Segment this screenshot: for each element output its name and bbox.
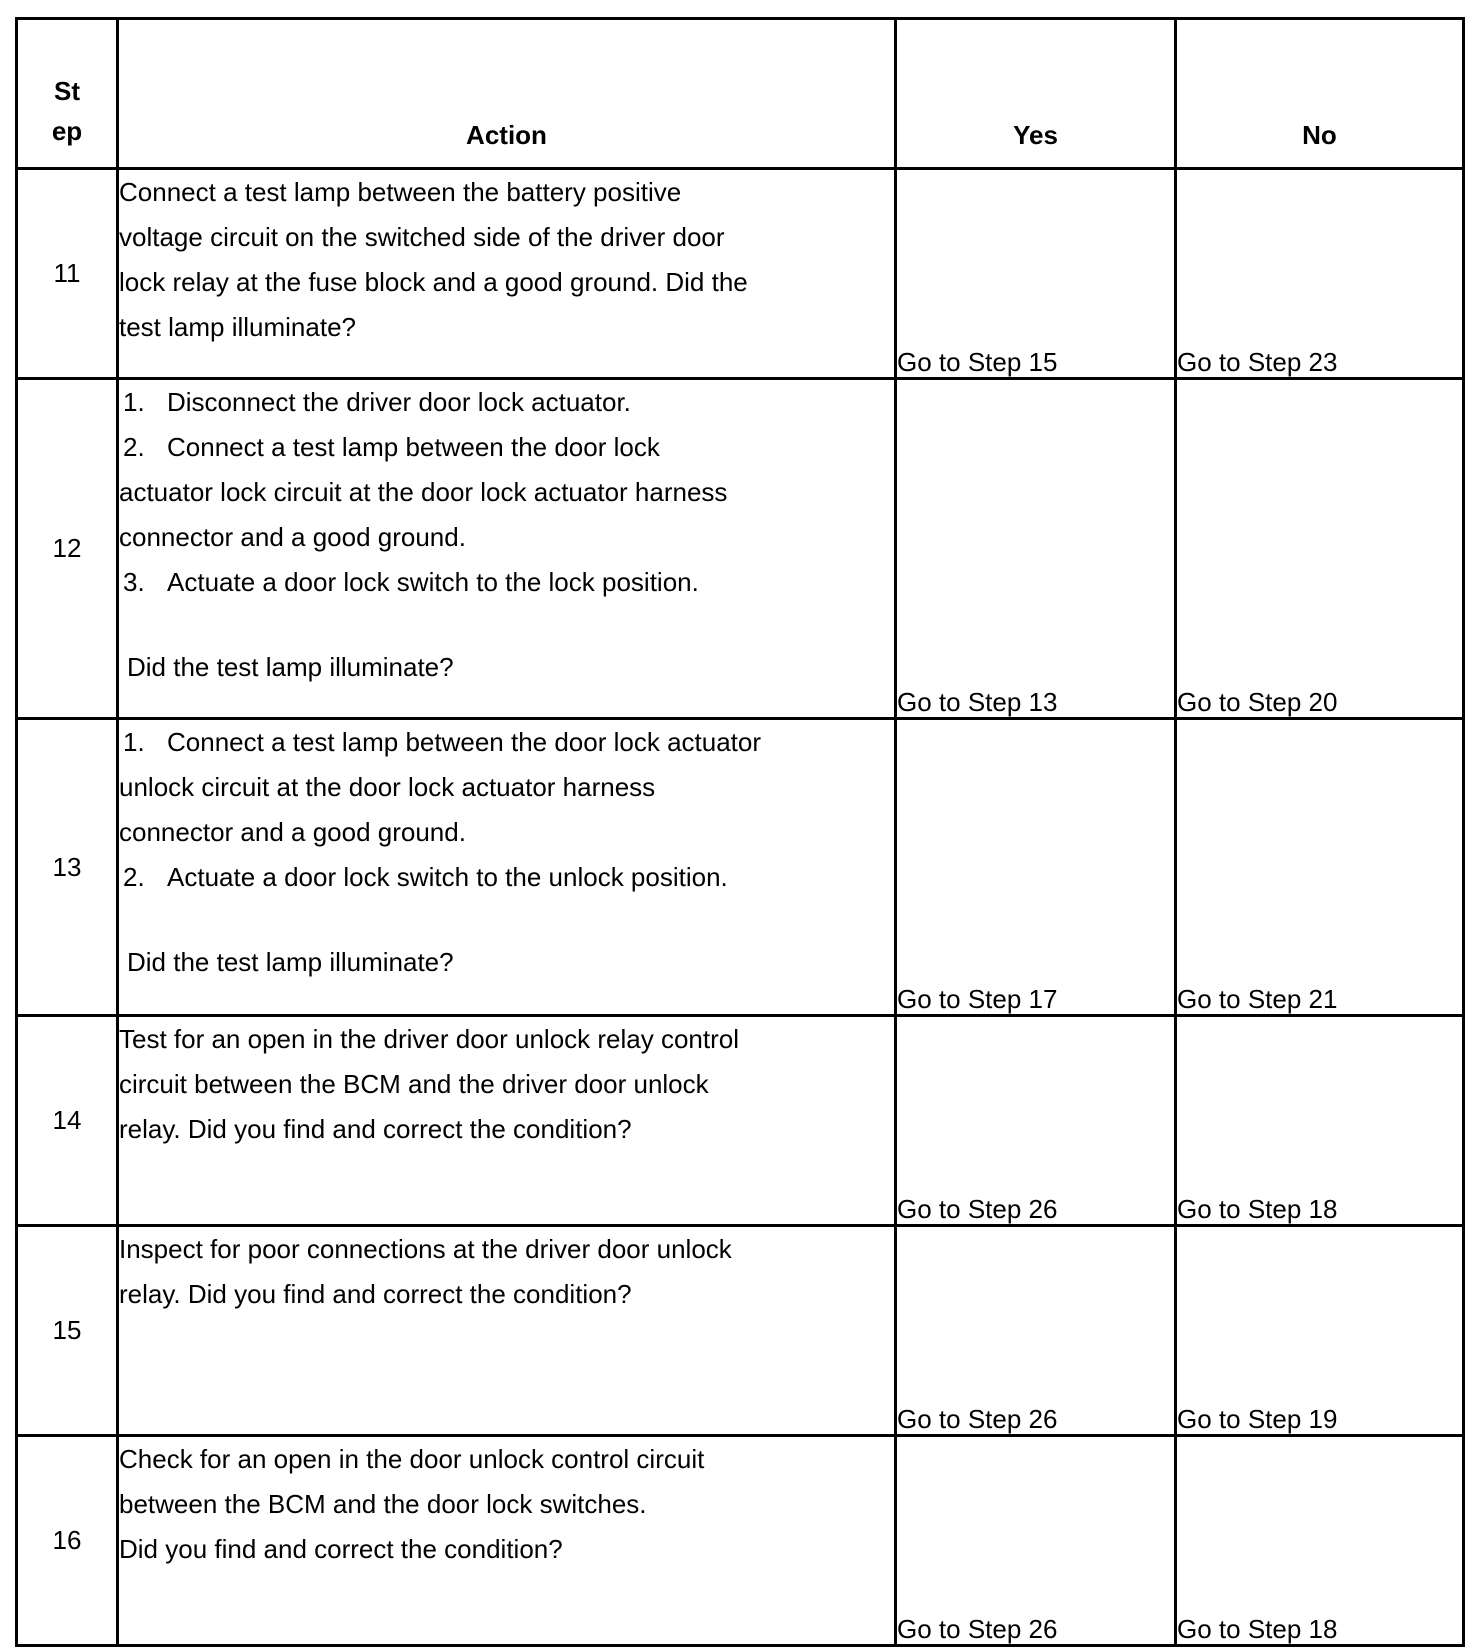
table-row — [17, 719, 1464, 1016]
list-item-text: Actuate a door lock switch to the lock position. — [167, 567, 699, 597]
action-text — [118, 719, 896, 1016]
action-line: between the BCM and the door lock switches. — [119, 1489, 647, 1519]
table-row — [17, 1226, 1464, 1436]
action-line: Connect a test lamp between the battery positive — [119, 177, 682, 207]
action-list-item — [119, 720, 894, 765]
table-row — [17, 1016, 1464, 1226]
header-no: No — [1176, 19, 1464, 169]
header-yes: Yes — [896, 19, 1176, 169]
list-number: 2. — [123, 862, 145, 892]
list-item-text: Actuate a door lock switch to the unlock position. — [167, 862, 728, 892]
step-number: 14 — [17, 1016, 118, 1226]
action-line: unlock circuit at the door lock actuator harness — [119, 772, 656, 802]
spacer — [119, 900, 894, 940]
yes-result: Go to Step 26 — [896, 1226, 1176, 1436]
action-list-item — [119, 425, 894, 470]
yes-result: Go to Step 26 — [896, 1436, 1176, 1646]
no-result: Go to Step 23 — [1176, 169, 1464, 379]
yes-result: Go to Step 26 — [896, 1016, 1176, 1226]
table-row — [17, 169, 1464, 379]
action-line: Test for an open in the driver door unlock relay control — [119, 1024, 740, 1054]
action-text — [118, 1436, 896, 1646]
no-result: Go to Step 19 — [1176, 1226, 1464, 1436]
action-line: relay. Did you find and correct the condition? — [119, 1279, 632, 1309]
list-item-text: Disconnect the driver door lock actuator. — [167, 387, 631, 417]
action-line: connector and a good ground. — [119, 817, 466, 847]
action-text — [118, 1016, 896, 1226]
action-question: Did the test lamp illuminate? — [127, 947, 454, 977]
step-number: 16 — [17, 1436, 118, 1646]
step-number: 12 — [17, 379, 118, 719]
list-number: 2. — [123, 432, 145, 462]
step-number: 11 — [17, 169, 118, 379]
action-line: circuit between the BCM and the driver door unlock — [119, 1069, 709, 1099]
header-action: Action — [118, 19, 896, 169]
spacer — [119, 605, 894, 645]
header-step-line1: St — [54, 76, 80, 106]
list-number: 1. — [123, 387, 145, 417]
action-line: voltage circuit on the switched side of the driver door — [119, 222, 725, 252]
table-row — [17, 1436, 1464, 1646]
action-list-item — [119, 560, 894, 605]
action-text — [118, 379, 896, 719]
list-number: 3. — [123, 567, 145, 597]
header-step-line2: ep — [51, 116, 83, 146]
action-line: relay. Did you find and correct the condition? — [119, 1114, 632, 1144]
no-result: Go to Step 20 — [1176, 379, 1464, 719]
action-list-item — [119, 380, 894, 425]
list-number: 1. — [123, 727, 145, 757]
action-line: Inspect for poor connections at the driver door unlock — [119, 1234, 732, 1264]
action-line: connector and a good ground. — [119, 522, 466, 552]
action-list-item — [119, 855, 894, 900]
no-result: Go to Step 18 — [1176, 1436, 1464, 1646]
list-item-text: Connect a test lamp between the door lock actuator — [167, 727, 762, 757]
action-line: test lamp illuminate? — [119, 312, 356, 342]
list-item-text: Connect a test lamp between the door lock — [167, 432, 660, 462]
yes-result: Go to Step 17 — [896, 719, 1176, 1016]
action-line: lock relay at the fuse block and a good ground. Did the — [119, 267, 748, 297]
action-question: Did the test lamp illuminate? — [127, 652, 454, 682]
header-step — [17, 19, 118, 169]
table-row — [17, 379, 1464, 719]
action-line: Check for an open in the door unlock control circuit — [119, 1444, 705, 1474]
yes-result: Go to Step 13 — [896, 379, 1176, 719]
action-text — [118, 1226, 896, 1436]
action-line: actuator lock circuit at the door lock actuator harness — [119, 477, 728, 507]
no-result: Go to Step 18 — [1176, 1016, 1464, 1226]
diagnostic-step-table — [15, 17, 1465, 1647]
yes-result: Go to Step 15 — [896, 169, 1176, 379]
no-result: Go to Step 21 — [1176, 719, 1464, 1016]
table-header-row — [17, 19, 1464, 169]
action-line: Did you find and correct the condition? — [119, 1534, 563, 1564]
action-text — [118, 169, 896, 379]
step-number: 15 — [17, 1226, 118, 1436]
step-number: 13 — [17, 719, 118, 1016]
